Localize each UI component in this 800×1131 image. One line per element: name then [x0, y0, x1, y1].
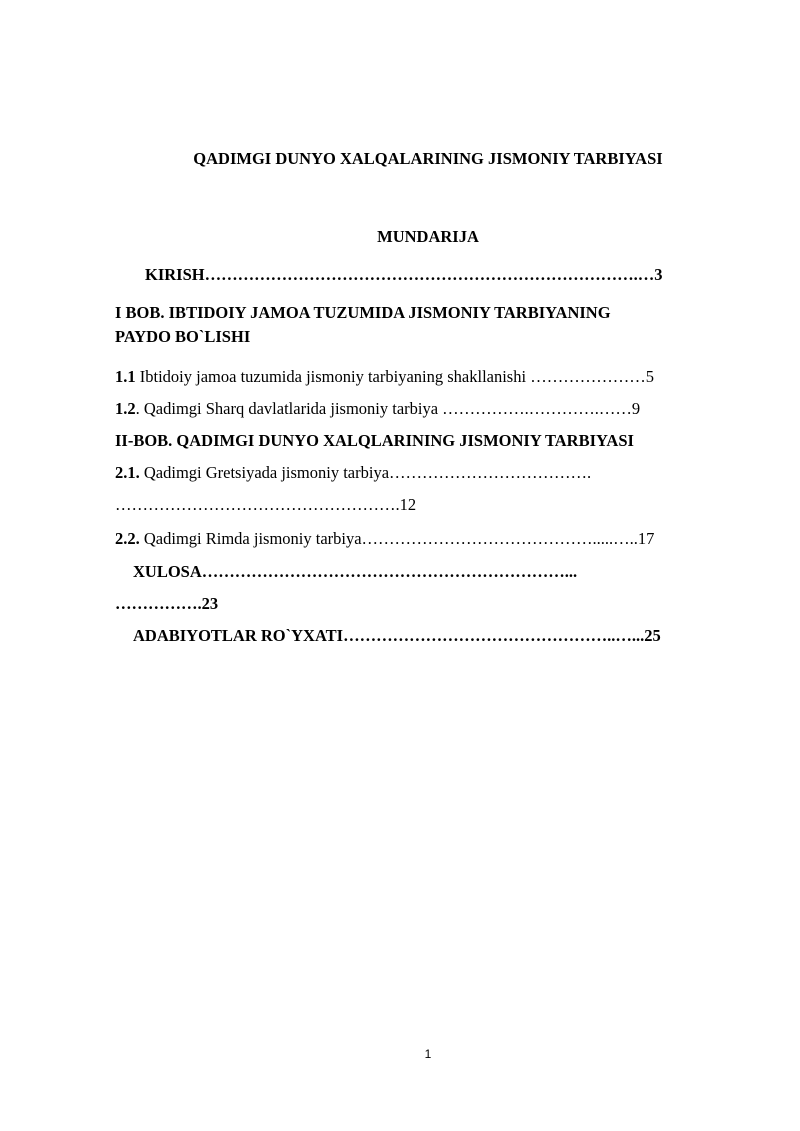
toc-chapter-1-line-1: I BOB. IBTIDOIY JAMOA TUZUMIDA JISMONIY TARBIYANING	[115, 303, 611, 322]
toc-heading: MUNDARIJA	[377, 227, 479, 246]
toc-entry-adabiyotlar: ADABIYOTLAR RO`YXATI…………………………………………..…...25	[133, 626, 661, 645]
toc-entry-text: . Qadimgi Sharq davlatlarida jismoniy tarbiya …………….………….……9	[135, 399, 641, 418]
toc-entry-2-1-continuation: …………………………………………….12	[115, 495, 417, 514]
toc-entry-2-1	[115, 462, 591, 484]
toc-entry-number: 1.1	[115, 367, 136, 386]
toc-entry-number: 2.1.	[115, 463, 140, 482]
toc-entry-2-2	[115, 528, 654, 550]
toc-entry-kirish: KIRISH…………………………………………………………………….…3	[145, 265, 663, 284]
toc-entry-number: 1.2	[115, 399, 136, 418]
toc-entry-text: Qadimgi Gretsiyada jismoniy tarbiya……………………………….	[139, 463, 592, 482]
toc-entry-number: 2.2.	[115, 529, 140, 548]
document-title: QADIMGI DUNYO XALQALARINING JISMONIY TARBIYASI	[193, 149, 663, 168]
toc-entry-1-2	[115, 398, 640, 420]
toc-entry-xulosa: XULOSA…………………………………………………………...	[133, 562, 578, 581]
toc-entry-xulosa-continuation: …………….23	[115, 594, 219, 613]
toc-entry-text: Ibtidoiy jamoa tuzumida jismoniy tarbiyaning shakllanishi …………………5	[135, 367, 654, 386]
toc-entry-1-1	[115, 366, 654, 388]
toc-entry-text: Qadimgi Rimda jismoniy tarbiya…………………………………….....…..17	[139, 529, 655, 548]
toc-chapter-2: II-BOB. QADIMGI DUNYO XALQLARINING JISMONIY TARBIYASI	[115, 431, 634, 450]
toc-chapter-1-line-2: PAYDO BO`LISHI	[115, 327, 251, 346]
page-number: 1	[424, 1047, 432, 1061]
